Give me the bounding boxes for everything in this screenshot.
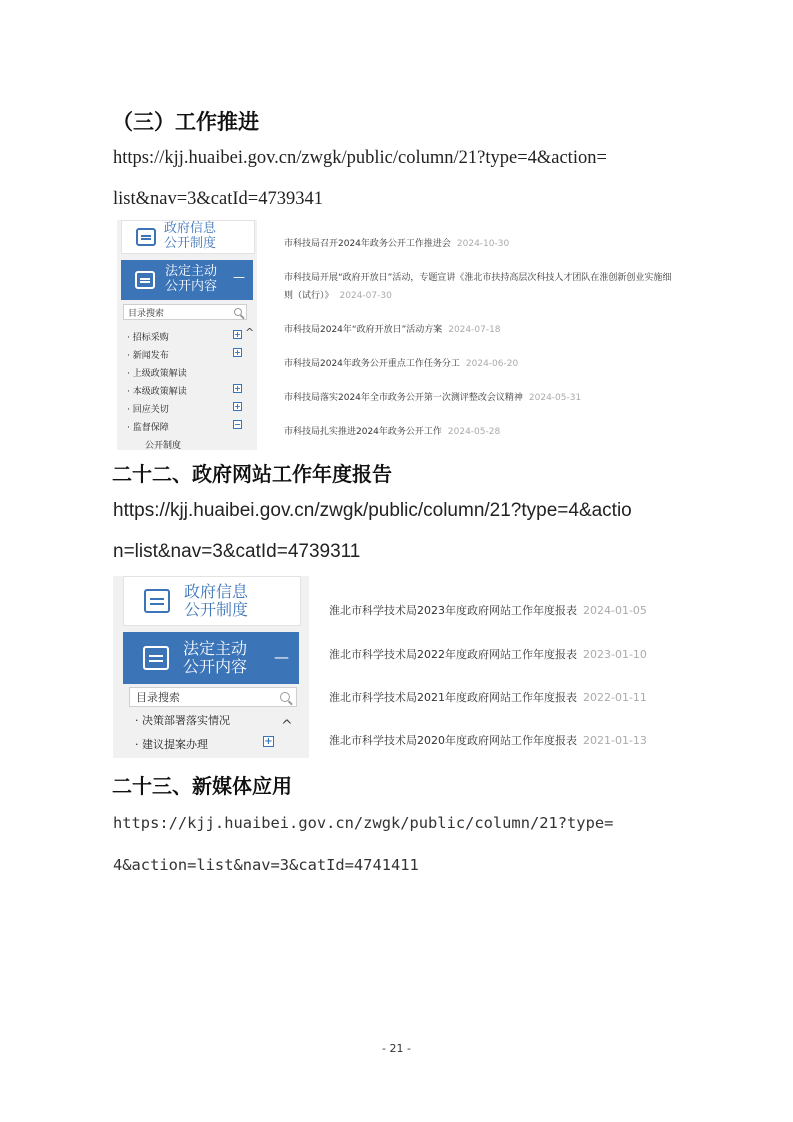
expand-plus-icon[interactable]: + (234, 348, 241, 357)
calendar-icon (135, 271, 155, 289)
screenshot-annual-report (113, 576, 673, 758)
list-item[interactable]: 市科技局2024年政务公开重点工作任务分工 2024-06-20 (284, 359, 519, 369)
search-input[interactable] (123, 304, 247, 320)
card-gov-info-system[interactable] (123, 576, 301, 626)
url-line: n=list&nav=3&catId=4739311 (113, 541, 361, 562)
search-icon[interactable] (234, 308, 242, 316)
url-line: https://kjj.huaibei.gov.cn/zwgk/public/column/21?type=4&actio (113, 500, 632, 521)
expand-plus-icon[interactable]: + (234, 384, 241, 393)
expand-plus-icon[interactable]: + (264, 736, 273, 747)
scroll-up-icon[interactable]: ^ (281, 718, 293, 734)
list-item[interactable]: 市科技局落实2024年全市政务公开第一次测评整改会议精神 2024-05-31 (284, 393, 582, 403)
screenshot-work-progress (117, 220, 677, 450)
scroll-up-icon[interactable]: ^ (245, 326, 255, 339)
nav-item[interactable]: · 本级政策解读 (127, 387, 187, 397)
list-item[interactable]: 市科技局召开2024年政务公开工作推进会 2024-10-30 (284, 239, 510, 249)
card-label: 法定主动 (183, 638, 248, 658)
list-item[interactable]: 淮北市科学技术局2021年度政府网站工作年度报表 2022-01-11 (329, 691, 647, 704)
url-line: https://kjj.huaibei.gov.cn/zwgk/public/column/21?type=4&action= (113, 148, 607, 168)
nav-item[interactable]: · 建议提案办理 (135, 738, 208, 751)
collapse-icon[interactable]: — (274, 648, 289, 666)
nav-item[interactable]: · 决策部署落实情况 (135, 714, 230, 727)
list-item[interactable]: 市科技局2024年“政府开放日”活动方案 2024-07-18 (284, 325, 501, 335)
expand-plus-icon[interactable]: + (234, 330, 241, 339)
card-label: 法定主动 (165, 264, 218, 280)
sidebar (113, 576, 309, 758)
nav-item[interactable]: · 招标采购 (127, 333, 169, 343)
page-number: - 21 - (382, 1042, 411, 1055)
search-placeholder: 目录搜索 (136, 691, 180, 704)
nav-item[interactable]: · 回应关切 (127, 405, 169, 415)
card-label: 公开制度 (184, 600, 249, 619)
nav-item[interactable]: · 监督保障 (127, 423, 169, 433)
card-label: 公开内容 (165, 279, 218, 294)
search-placeholder: 目录搜索 (128, 308, 165, 319)
list-item[interactable]: 淮北市科学技术局2020年度政府网站工作年度报表 2021-01-13 (329, 734, 647, 747)
collapse-icon[interactable]: — (233, 270, 245, 284)
url-line: list&nav=3&catId=4739341 (113, 189, 323, 209)
list-item[interactable]: 市科技局开展“政府开放日”活动，专题宣讲《淮北市扶持高层次科技人才团队在淮创新创业实施细 (284, 273, 672, 283)
url-line: 4&action=list&nav=3&catId=4741411 (113, 856, 419, 874)
card-label: 公开内容 (183, 657, 248, 676)
list-item[interactable]: 市科技局扎实推进2024年政务公开工作 2024-05-28 (284, 427, 501, 437)
card-statutory-content[interactable] (123, 632, 299, 684)
nav-sub-item[interactable]: 公开制度 (145, 441, 182, 450)
section-heading-work: （三）工作推进 (112, 110, 259, 134)
nav-item[interactable]: · 上级政策解读 (127, 369, 187, 379)
nav-item[interactable]: · 新闻发布 (127, 351, 169, 361)
expand-plus-icon[interactable]: + (234, 402, 241, 411)
card-statutory-content[interactable] (121, 260, 253, 300)
card-gov-info-system[interactable] (121, 220, 255, 254)
search-input[interactable] (129, 687, 297, 707)
list-icon (136, 228, 156, 246)
list-icon (144, 589, 170, 613)
sidebar (117, 220, 257, 450)
search-icon[interactable] (280, 692, 290, 702)
list-item-continued[interactable]: 则（试行）》 2024-07-30 (284, 291, 392, 301)
card-label: 政府信息 (184, 581, 249, 601)
list-item[interactable]: 淮北市科学技术局2022年度政府网站工作年度报表 2023-01-10 (329, 648, 647, 661)
section-heading-media: 二十三、新媒体应用 (112, 774, 292, 798)
url-line: https://kjj.huaibei.gov.cn/zwgk/public/column/21?type= (113, 814, 614, 832)
section-heading-report: 二十二、政府网站工作年度报告 (112, 462, 392, 486)
list-item[interactable]: 淮北市科学技术局2023年度政府网站工作年度报表 2024-01-05 (329, 604, 647, 617)
calendar-icon (143, 646, 169, 670)
collapse-minus-icon[interactable]: − (234, 420, 241, 429)
card-label: 政府信息 公开制度 (164, 221, 217, 251)
